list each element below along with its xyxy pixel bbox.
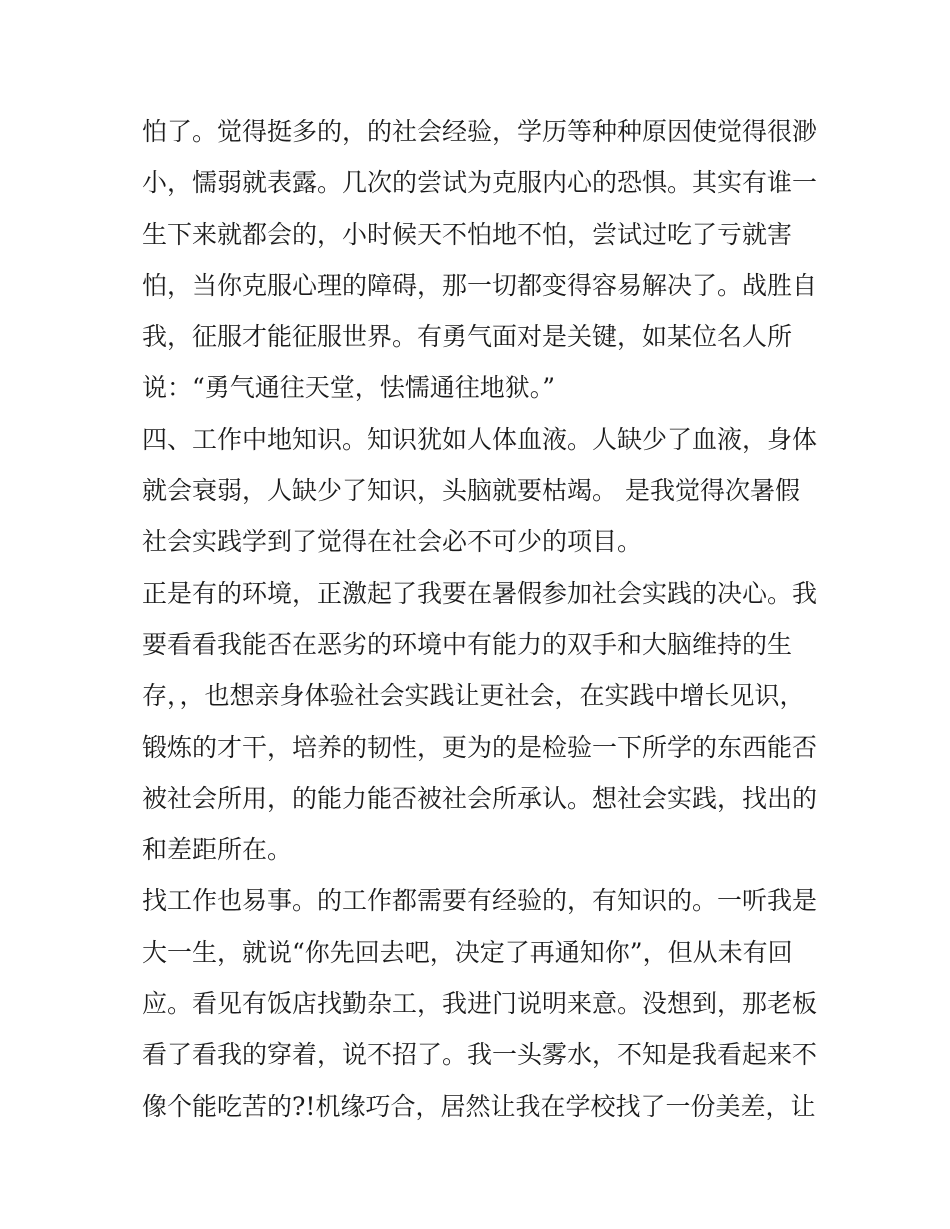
text-line: 小，懦弱就表露。几次的尝试为克服内心的恐惧。其实有谁一 — [142, 168, 818, 198]
text-line: 说：“勇气通往天堂，怯懦通往地狱。” — [142, 373, 556, 403]
text-line: 四、工作中地知识。知识犹如人体血液。人缺少了血液，身体 — [142, 424, 818, 454]
document-body — [142, 106, 822, 1132]
text-line: 和差距所在。 — [142, 835, 293, 865]
text-line: 应。看见有饭店找勤杂工，我进门说明来意。没想到，那老板 — [142, 989, 818, 1019]
text-line: 大一生，就说“你先回去吧，决定了再通知你”，但从未有回 — [142, 937, 793, 967]
text-line: 看了看我的穿着，说不招了。我一头雾水，不知是我看起来不 — [142, 1040, 818, 1070]
text-line: 像个能吃苦的?!机缘巧合，居然让我在学校找了一份美差，让 — [142, 1091, 816, 1121]
text-line: 要看看我能否在恶劣的环境中有能力的双手和大脑维持的生 — [142, 629, 793, 659]
text-line: 生下来就都会的，小时候天不怕地不怕，尝试过吃了亏就害 — [142, 219, 793, 249]
text-line: 找工作也易事。的工作都需要有经验的，有知识的。一听我是 — [142, 886, 818, 916]
text-line: 锻炼的才干，培养的韧性，更为的是检验一下所学的东西能否 — [142, 732, 818, 762]
text-line: 怕，当你克服心理的障碍，那一切都变得容易解决了。战胜自 — [142, 270, 818, 300]
text-line: 我，征服才能征服世界。有勇气面对是关键，如某位名人所 — [142, 322, 793, 352]
text-line: 怕了。觉得挺多的，的社会经验，学历等种种原因使觉得很渺 — [142, 117, 818, 146]
text-line: 存，，也想亲身体验社会实践让更社会，在实践中增长见识， — [142, 681, 805, 711]
text-line: 社会实践学到了觉得在社会必不可少的项目。 — [142, 527, 643, 557]
text-line: 被社会所用，的能力能否被社会所承认。想社会实践，找出的 — [142, 783, 818, 813]
text-line: 就会衰弱，人缺少了知识，头脑就要枯竭。 是我觉得次暑假 — [142, 476, 800, 506]
text-line: 正是有的环境，正激起了我要在暑假参加社会实践的决心。我 — [142, 578, 818, 608]
